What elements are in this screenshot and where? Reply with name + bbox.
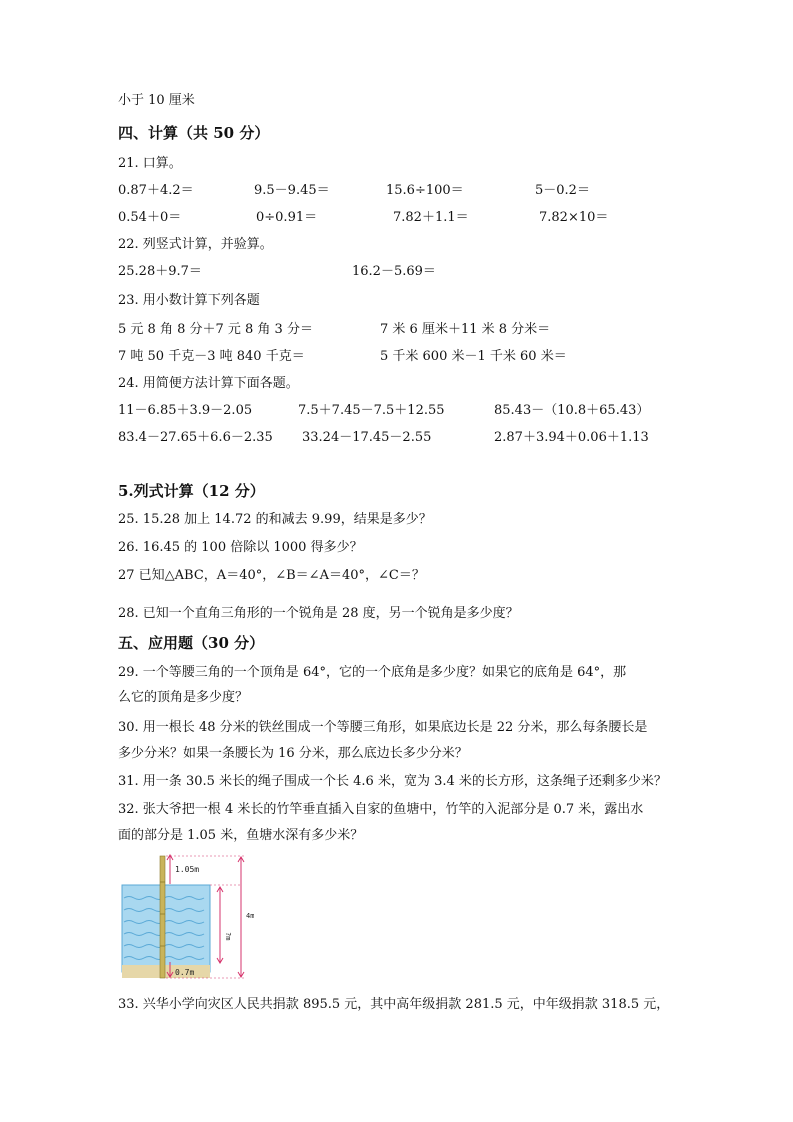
q23-item: 5 元 8 角 8 分＋7 元 8 角 3 分＝	[118, 322, 313, 337]
label-4m: 4m	[246, 912, 254, 920]
q24-title: 24. 用简便方法计算下面各题。	[118, 376, 299, 391]
q33: 33. 兴华小学向灾区人民共捐款 895.5 元，其中高年级捐款 281.5 元，中年级捐款 318.5 元，	[118, 997, 670, 1012]
q21-item: 0÷0.91＝	[256, 210, 318, 225]
q29-line-2: 么它的顶角是多少度？	[118, 690, 249, 705]
q30-line-2: 多少分米？如果一条腰长为 16 分米，那么底边长多少分米？	[118, 746, 468, 761]
label-1-05m: 1.05m	[175, 865, 200, 874]
q32-line-1: 32. 张大爷把一根 4 米长的竹竿垂直插入自家的鱼塘中，竹竿的入泥部分是 0.7 米，露出水	[118, 802, 644, 817]
q24-item: 7.5＋7.45－7.5＋12.55	[298, 403, 445, 418]
line-top: 小于 10 厘米	[118, 93, 195, 108]
q22-title: 22. 列竖式计算，并验算。	[118, 237, 273, 252]
q23-item: 5 千米 600 米－1 千米 60 米＝	[380, 349, 567, 364]
q21-item: 15.6÷100＝	[386, 183, 464, 198]
label-0-7m: 0.7m	[175, 968, 195, 977]
q21-title: 21. 口算。	[118, 156, 182, 171]
q21-item: 0.54＋0＝	[118, 210, 182, 225]
q27: 27 已知△ABC，A＝40°，∠B＝∠A＝40°，∠C＝？	[118, 568, 425, 583]
q21-item: 7.82＋1.1＝	[393, 210, 469, 225]
q24-item: 11－6.85＋3.9－2.05	[118, 403, 253, 418]
q26: 26. 16.45 的 100 倍除以 1000 得多少？	[118, 540, 363, 555]
q21-item: 5－0.2＝	[535, 183, 590, 198]
q22-item: 16.2－5.69＝	[352, 264, 436, 279]
q21-item: 7.82×10＝	[539, 210, 609, 225]
q22-item: 25.28＋9.7＝	[118, 264, 202, 279]
q24-item: 2.87＋3.94＋0.06＋1.13	[494, 430, 649, 445]
label-water-depth: ?m	[224, 932, 232, 941]
section-5-heading: 5.列式计算（12 分）	[118, 482, 265, 500]
application-heading: 五、应用题（30 分）	[118, 634, 265, 652]
q28: 28. 已知一个直角三角形的一个锐角是 28 度，另一个锐角是多少度？	[118, 606, 519, 621]
q24-item: 83.4－27.65＋6.6－2.35	[118, 430, 273, 445]
q23-item: 7 米 6 厘米＋11 米 8 分米＝	[380, 322, 551, 337]
q23-item: 7 吨 50 千克－3 吨 840 千克＝	[118, 349, 305, 364]
q31: 31. 用一条 30.5 米长的绳子围成一个长 4.6 米，宽为 3.4 米的长方形，这条绳子还剩多少米？	[118, 774, 667, 789]
q29-line-1: 29. 一个等腰三角的一个顶角是 64°，它的一个底角是多少度？如果它的底角是 64°，那	[118, 665, 627, 680]
q24-item: 33.24－17.45－2.55	[302, 430, 432, 445]
q21-item: 9.5－9.45＝	[254, 183, 330, 198]
q24-item: 85.43－（10.8＋65.43）	[494, 403, 650, 418]
q32-line-2: 面的部分是 1.05 米，鱼塘水深有多少米？	[118, 828, 364, 843]
q25: 25. 15.28 加上 14.72 的和减去 9.99，结果是多少？	[118, 512, 432, 527]
pond-figure	[118, 852, 254, 982]
q30-line-1: 30. 用一根长 48 分米的铁丝围成一个等腰三角形，如果底边长是 22 分米，那么每条腰长是	[118, 720, 648, 735]
section-4-heading: 四、计算（共 50 分）	[118, 124, 270, 142]
q21-item: 0.87＋4.2＝	[118, 183, 194, 198]
q23-title: 23. 用小数计算下列各题	[118, 293, 260, 308]
